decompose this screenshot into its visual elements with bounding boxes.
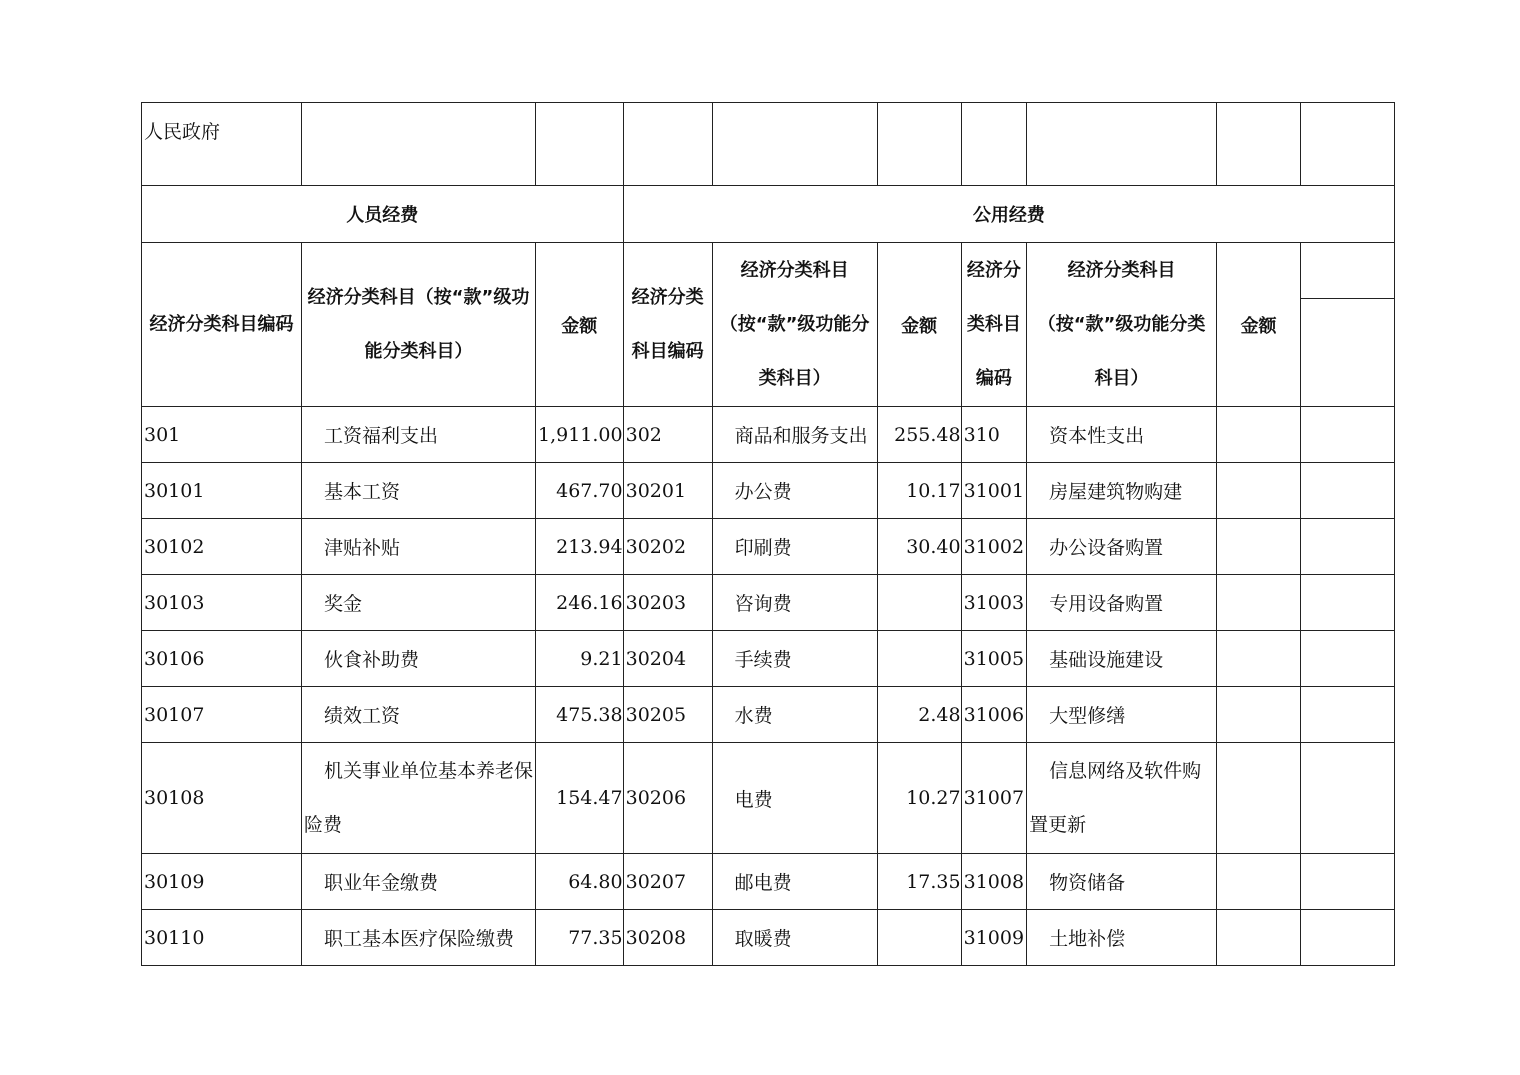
name-cell: 资本性支出 [1027,407,1217,463]
extra-cell [1301,854,1395,910]
extra-cell [1301,910,1395,966]
name-cell: 职工基本医疗保险缴费 [302,910,536,966]
code-cell: 30204 [623,631,712,687]
extra-cell [1301,519,1395,575]
code-cell: 31002 [961,519,1026,575]
name-cell: 房屋建筑物购建 [1027,463,1217,519]
extra-cell [1301,463,1395,519]
amount-cell [1217,687,1301,743]
name-cell: 咨询费 [712,575,877,631]
name-cell: 手续费 [712,631,877,687]
budget-table [141,102,1395,966]
amount-cell: 246.16 [536,575,624,631]
amount-cell: 77.35 [536,910,624,966]
amount-cell: 213.94 [536,519,624,575]
name-cell: 信息网络及软件购置更新 [1027,743,1217,854]
amount-cell [1217,519,1301,575]
personnel-expense-header: 人员经费 [142,186,624,243]
name-cell: 土地补偿 [1027,910,1217,966]
code-cell: 30205 [623,687,712,743]
name-cell: 邮电费 [712,854,877,910]
amount-cell [877,631,961,687]
name-cell: 取暖费 [712,910,877,966]
code-cell: 30208 [623,910,712,966]
code-cell: 30109 [142,854,302,910]
col-header-code-3: 经济分类科目编码 [961,243,1026,407]
amount-cell: 30.40 [877,519,961,575]
public-expense-header: 公用经费 [623,186,1394,243]
table-row [142,575,1395,631]
table-row [142,407,1395,463]
amount-cell [877,910,961,966]
name-cell: 办公设备购置 [1027,519,1217,575]
table-row [142,743,1395,854]
amount-cell: 17.35 [877,854,961,910]
amount-cell [1217,575,1301,631]
amount-cell: 255.48 [877,407,961,463]
col-header-amount-3: 金额 [1217,243,1301,407]
code-cell: 30110 [142,910,302,966]
table-row [142,687,1395,743]
name-cell: 物资储备 [1027,854,1217,910]
name-cell: 基础设施建设 [1027,631,1217,687]
code-cell: 31003 [961,575,1026,631]
col-header-name-2: 经济分类科目（按“款”级功能分类科目） [712,243,877,407]
code-cell: 30207 [623,854,712,910]
amount-cell [1217,910,1301,966]
extra-cell [1301,407,1395,463]
table-row [142,854,1395,910]
unit-row [142,103,1395,186]
name-cell: 水费 [712,687,877,743]
name-cell: 商品和服务支出 [712,407,877,463]
amount-cell: 10.17 [877,463,961,519]
name-cell: 伙食补助费 [302,631,536,687]
code-cell: 30103 [142,575,302,631]
code-cell: 30201 [623,463,712,519]
name-cell: 办公费 [712,463,877,519]
group-header-row [142,186,1395,243]
name-cell: 印刷费 [712,519,877,575]
amount-cell: 154.47 [536,743,624,854]
amount-cell: 475.38 [536,687,624,743]
amount-cell [1217,854,1301,910]
col-header-name-1: 经济分类科目（按“款”级功能分类科目） [302,243,536,407]
name-cell: 职业年金缴费 [302,854,536,910]
column-header-row [142,243,1395,299]
code-cell: 31007 [961,743,1026,854]
code-cell: 30101 [142,463,302,519]
code-cell: 30202 [623,519,712,575]
code-cell: 31009 [961,910,1026,966]
table-row [142,910,1395,966]
col-header-name-3: 经济分类科目（按“款”级功能分类科目） [1027,243,1217,407]
col-header-code-1: 经济分类科目编码 [142,243,302,407]
code-cell: 31008 [961,854,1026,910]
extra-cell [1301,575,1395,631]
amount-cell [1217,631,1301,687]
amount-cell: 1,911.00 [536,407,624,463]
extra-cell [1301,743,1395,854]
code-cell: 30203 [623,575,712,631]
unit-name: 人民政府 [142,103,302,186]
code-cell: 30206 [623,743,712,854]
name-cell: 机关事业单位基本养老保险费 [302,743,536,854]
name-cell: 大型修缮 [1027,687,1217,743]
amount-cell [877,575,961,631]
table-row [142,519,1395,575]
extra-cell [1301,687,1395,743]
name-cell: 绩效工资 [302,687,536,743]
amount-cell: 10.27 [877,743,961,854]
code-cell: 30102 [142,519,302,575]
name-cell: 专用设备购置 [1027,575,1217,631]
code-cell: 30106 [142,631,302,687]
amount-cell: 9.21 [536,631,624,687]
amount-cell [1217,463,1301,519]
code-cell: 30107 [142,687,302,743]
amount-cell: 64.80 [536,854,624,910]
code-cell: 31006 [961,687,1026,743]
name-cell: 基本工资 [302,463,536,519]
code-cell: 302 [623,407,712,463]
amount-cell [1217,407,1301,463]
name-cell: 电费 [712,743,877,854]
table-row [142,631,1395,687]
col-header-amount-2: 金额 [877,243,961,407]
amount-cell: 2.48 [877,687,961,743]
amount-cell: 467.70 [536,463,624,519]
name-cell: 奖金 [302,575,536,631]
amount-cell [1217,743,1301,854]
table-row [142,463,1395,519]
col-header-amount-1: 金额 [536,243,624,407]
code-cell: 301 [142,407,302,463]
col-header-code-2: 经济分类科目编码 [623,243,712,407]
name-cell: 津贴补贴 [302,519,536,575]
code-cell: 31005 [961,631,1026,687]
name-cell: 工资福利支出 [302,407,536,463]
code-cell: 310 [961,407,1026,463]
code-cell: 31001 [961,463,1026,519]
code-cell: 30108 [142,743,302,854]
extra-cell [1301,631,1395,687]
